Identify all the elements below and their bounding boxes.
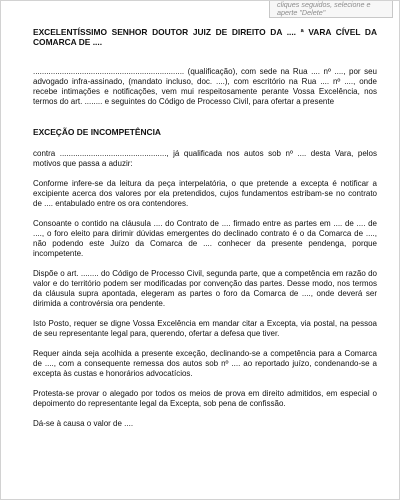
usage-note-line-1: cliques seguidos, selecione e: [277, 1, 371, 9]
body-paragraph: Conforme infere-se da leitura da peça interpelatória, o que pretende a excepta é notificar a excipiente acerca dos valores por ela pretendidos, cujos fundamentos estribam-se no contrato de .... entabulado entre os ora contendores.: [33, 179, 377, 208]
usage-note-line-2: aperte "Delete": [277, 8, 326, 17]
body-paragraph: Dispõe o art. ........ do Código de Processo Civil, segunda parte, que a competência em razão do valor e do território podem ser modificadas por convenção das partes. Desse modo, nos termos da cláusula supra apontada, elegeram as partes o foro da Comarca de ...., onde deverá ser dirimida a controvérsia ora pendente.: [33, 269, 377, 308]
against-paragraph: contra ................................................, já qualificada nos autos sob nº .... desta Vara, pelos motivos que passa a aduzir:: [33, 149, 377, 168]
body-paragraph: Requer ainda seja acolhida a presente exceção, declinando-se a competência para a Comarca de ...., com a consequente remessa dos autos sob nº .... ao reportado juízo, condenando-se a excepta às custas e honorários advocatícios.: [33, 349, 377, 378]
section-title: EXCEÇÃO DE INCOMPETÊNCIA: [33, 127, 161, 137]
court-heading: EXCELENTÍSSIMO SENHOR DOUTOR JUIZ DE DIREITO DA .... ª VARA CÍVEL DA COMARCA DE ....: [33, 27, 377, 47]
usage-note: [269, 1, 393, 18]
body-paragraph: Isto Posto, requer se digne Vossa Excelência em mandar citar a Excepta, via postal, na pessoa de seu representante legal para, querendo, ofertar a defesa que tiver.: [33, 319, 377, 338]
body-paragraph: Dá-se à causa o valor de ....: [33, 419, 134, 428]
document-body: [33, 27, 377, 429]
intro-paragraph: .................................................................... (qualificação), com sede na Rua .... nº ...., por seu advogado infra-assinado, (mandato incluso, doc. ....), com escritório na Rua .... nº ...., onde recebe intimações e notificações, vem mui respeitosamente perante Vossa Excelência, nos termos do art. ........ e seguintes do Código de Processo Civil, para ofertar a presente: [33, 67, 377, 106]
body-paragraph: Protesta-se provar o alegado por todos os meios de prova em direito admitidos, em especial o depoimento do representante legal da Excepta, sob pena de confissão.: [33, 389, 377, 408]
body-paragraph: Consoante o contido na cláusula .... do Contrato de .... firmado entre as partes em .... de .... de ...., o foro eleito para dirimir dúvidas emergentes do declinado contrato é o da Comarca de ...., não podendo este Juízo da Comarca de .... conhecer da presente pendenga, porque incompetente.: [33, 219, 377, 258]
